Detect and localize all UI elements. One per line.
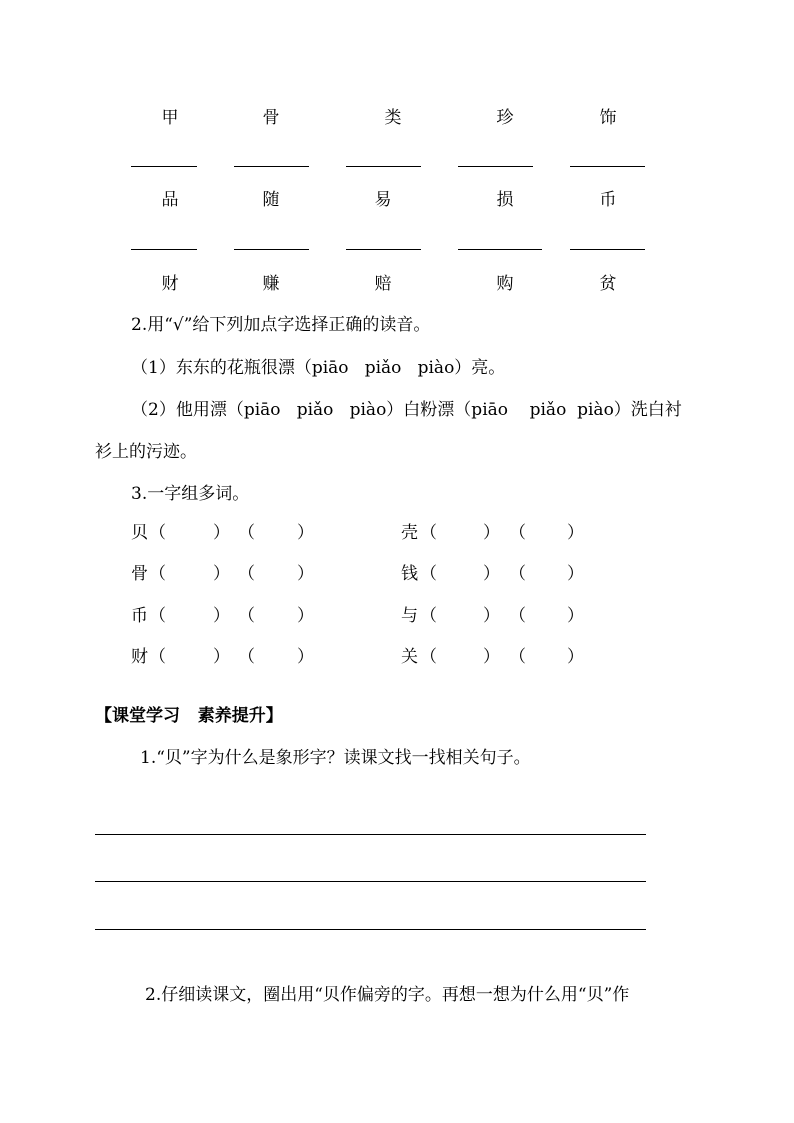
paren-close[interactable]: ） [213, 523, 230, 543]
paren-open: （ [238, 647, 255, 667]
blank-line[interactable] [346, 166, 421, 167]
char-row-3 [0, 272, 794, 296]
word-group-char: 钱 [401, 564, 418, 584]
paren-open: （ [420, 564, 437, 584]
paren-open: （ [420, 523, 437, 543]
char-cell: 随 [262, 190, 280, 210]
word-group-row [0, 521, 794, 545]
section-question-2: 2.仔细读课文，圈出用“贝作偏旁的字。再想一想为什么用“贝”作 [145, 985, 630, 1005]
paren-close[interactable]: ） [297, 606, 314, 626]
paren-close[interactable]: ） [213, 564, 230, 584]
word-group-char: 关 [401, 647, 418, 667]
word-group-row [0, 562, 794, 586]
char-cell: 损 [496, 190, 514, 210]
section-heading: 【课堂学习 素养提升】 [95, 706, 283, 726]
char-cell: 购 [496, 274, 514, 294]
char-cell: 贫 [599, 274, 617, 294]
blank-line[interactable] [346, 249, 421, 250]
question-2-item-2-line-1: （2）他用漂（piāo piǎo piào）白粉漂（piāo piǎo piào）洗白衬 [131, 400, 682, 420]
paren-open: （ [238, 606, 255, 626]
char-cell: 饰 [599, 108, 617, 128]
char-cell: 赚 [262, 274, 280, 294]
answer-line[interactable] [95, 881, 646, 882]
char-cell: 甲 [161, 108, 179, 128]
paren-close[interactable]: ） [213, 606, 230, 626]
paren-close[interactable]: ） [567, 647, 584, 667]
paren-open: （ [238, 564, 255, 584]
paren-open: （ [149, 606, 166, 626]
char-row-2 [0, 188, 794, 212]
blank-line[interactable] [458, 249, 542, 250]
paren-close[interactable]: ） [483, 606, 500, 626]
paren-open: （ [509, 606, 526, 626]
blank-line[interactable] [131, 249, 197, 250]
char-cell: 骨 [262, 108, 280, 128]
paren-close[interactable]: ） [567, 606, 584, 626]
char-row-1 [0, 106, 794, 130]
paren-close[interactable]: ） [567, 564, 584, 584]
section-question-1: 1.“贝”字为什么是象形字？读课文找一找相关句子。 [140, 748, 531, 768]
word-group-char: 壳 [401, 523, 418, 543]
char-cell: 珍 [496, 108, 514, 128]
word-group-row [0, 604, 794, 628]
paren-open: （ [420, 606, 437, 626]
paren-close[interactable]: ） [483, 647, 500, 667]
question-2-item-2-line-2: 衫上的污迹。 [95, 442, 197, 462]
char-cell: 品 [161, 190, 179, 210]
word-group-char: 骨 [131, 564, 148, 584]
paren-open: （ [149, 647, 166, 667]
paren-open: （ [149, 564, 166, 584]
word-group-char: 财 [131, 647, 148, 667]
paren-close[interactable]: ） [483, 564, 500, 584]
char-cell: 易 [374, 190, 392, 210]
blank-row-2 [0, 249, 794, 251]
blank-line[interactable] [131, 166, 197, 167]
question-2-item-1: （1）东东的花瓶很漂（piāo piǎo piào）亮。 [131, 358, 506, 378]
char-cell: 类 [384, 108, 402, 128]
blank-line[interactable] [234, 166, 309, 167]
word-group-char: 贝 [131, 523, 148, 543]
blank-line[interactable] [234, 249, 309, 250]
word-group-row [0, 645, 794, 669]
answer-line[interactable] [95, 834, 646, 835]
blank-line[interactable] [458, 166, 533, 167]
paren-open: （ [509, 564, 526, 584]
paren-close[interactable]: ） [297, 647, 314, 667]
char-cell: 赔 [374, 274, 392, 294]
question-3-title: 3.一字组多词。 [131, 484, 250, 504]
word-group-char: 与 [401, 606, 418, 626]
word-group-char: 币 [131, 606, 148, 626]
paren-open: （ [420, 647, 437, 667]
paren-close[interactable]: ） [567, 523, 584, 543]
paren-open: （ [149, 523, 166, 543]
paren-close[interactable]: ） [483, 523, 500, 543]
paren-open: （ [238, 523, 255, 543]
paren-close[interactable]: ） [297, 523, 314, 543]
question-2-title: 2.用“√”给下列加点字选择正确的读音。 [131, 315, 431, 335]
char-cell: 财 [161, 274, 179, 294]
blank-line[interactable] [570, 166, 645, 167]
paren-close[interactable]: ） [297, 564, 314, 584]
paren-open: （ [509, 523, 526, 543]
answer-line[interactable] [95, 929, 646, 930]
blank-line[interactable] [570, 249, 645, 250]
blank-row-1 [0, 166, 794, 168]
char-cell: 币 [599, 190, 617, 210]
paren-open: （ [509, 647, 526, 667]
paren-close[interactable]: ） [213, 647, 230, 667]
